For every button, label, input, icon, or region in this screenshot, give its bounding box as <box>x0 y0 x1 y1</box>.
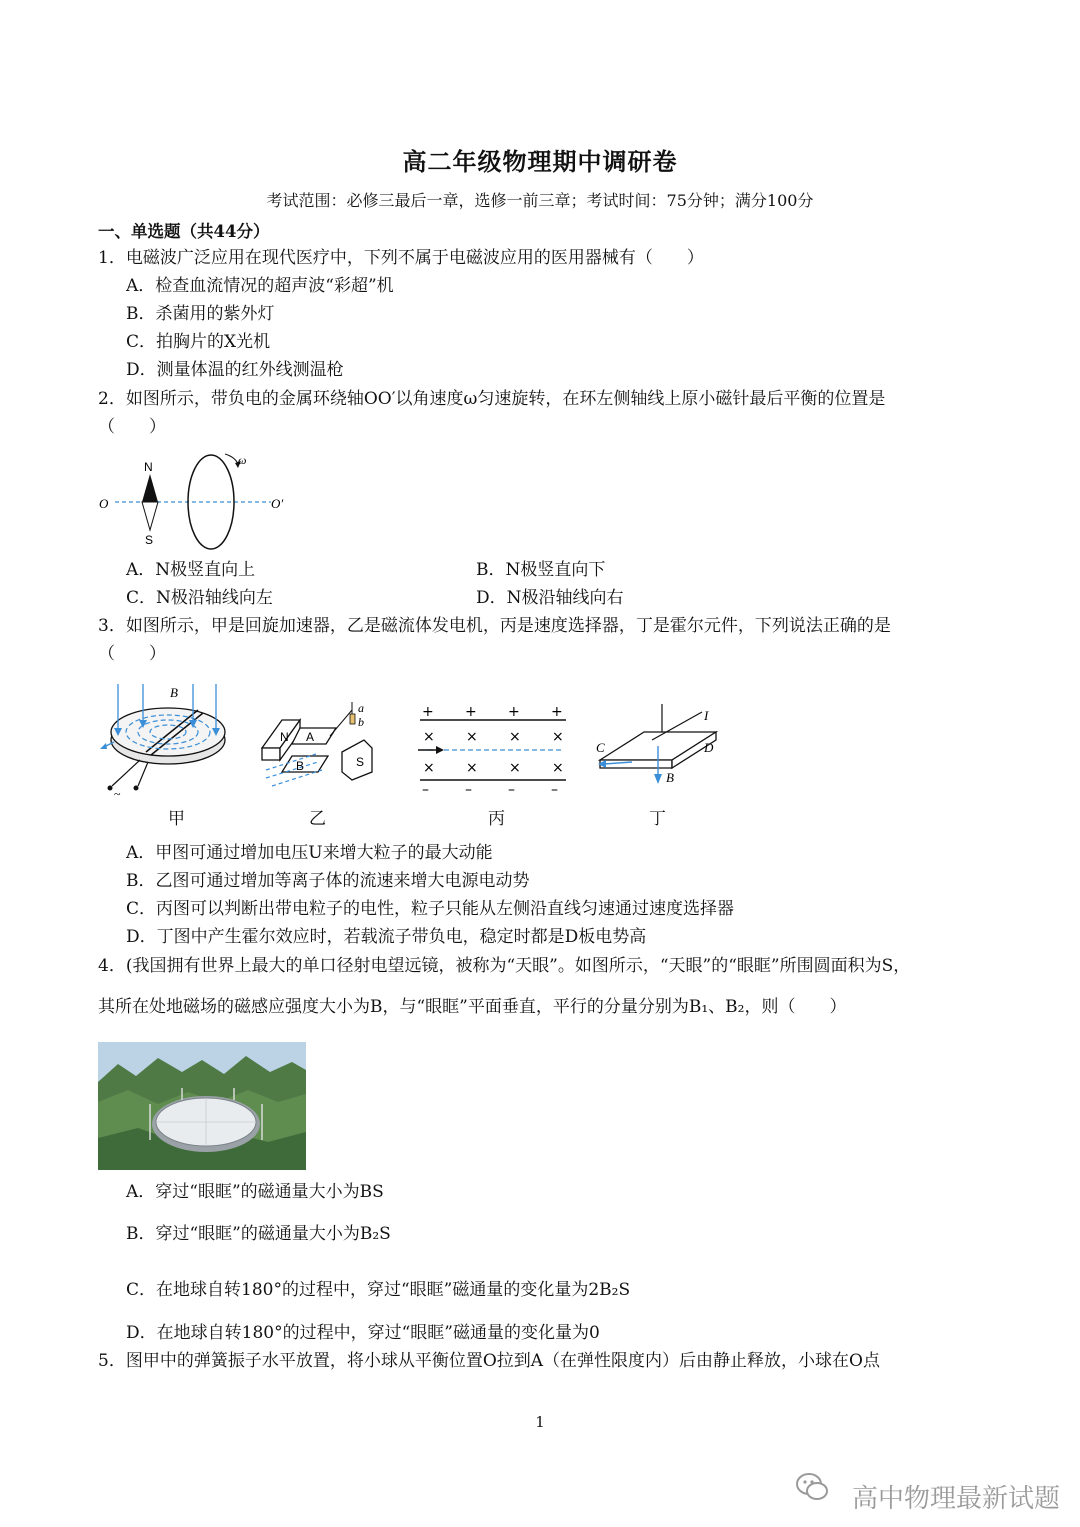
mhd-generator-figure <box>256 700 386 792</box>
label-b: B <box>666 770 674 785</box>
cyclotron-figure <box>98 682 238 800</box>
label-d: D <box>704 740 714 755</box>
label-n: N <box>280 730 289 744</box>
label-omega: ω <box>238 453 247 467</box>
question-2-stem: 2．如图所示，带负电的金属环绕轴OO′以角速度ω匀速旋转，在环左侧轴线上原小磁针最后平衡的位置是 <box>98 389 886 409</box>
figure-caption-jia: 甲 <box>168 809 185 829</box>
section-heading: 一、单选题（共44分） <box>98 222 270 241</box>
label-n: N <box>144 460 153 474</box>
q4-option-a: A．穿过“眼眶”的磁通量大小为BS <box>126 1182 384 1202</box>
question-4-stem-line2: 其所在处地磁场的磁感应强度大小为B，与“眼眶”平面垂直，平行的分量分别为B₁、B₂，则（ ） <box>98 997 847 1017</box>
question-3-stem: 3．如图所示，甲是回旋加速器，乙是磁流体发电机，丙是速度选择器，丁是霍尔元件，下列说法正确的是 <box>98 616 891 636</box>
minus-sign: – <box>465 782 472 796</box>
label-s: S <box>145 533 154 547</box>
label-b: B <box>170 685 178 700</box>
label-c: C <box>596 740 605 755</box>
q3-option-c: C．丙图可以判断出带电粒子的电性，粒子只能从左侧沿直线匀速通过速度选择器 <box>126 899 735 919</box>
cross-mark: × <box>423 760 435 776</box>
q1-option-c: C．拍胸片的X光机 <box>126 332 271 352</box>
compass-south-half <box>142 502 158 530</box>
compass-north-half <box>142 474 158 502</box>
label-o: O <box>99 496 109 511</box>
figure-caption-ding: 丁 <box>649 809 666 829</box>
label-a: a <box>358 701 364 715</box>
q3-option-d: D．丁图中产生霍尔效应时，若载流子带负电，稳定时都是D板电势高 <box>126 927 647 947</box>
fast-telescope-photo <box>98 1042 306 1170</box>
q2-option-b: B．N极竖直向下 <box>476 560 606 580</box>
question-3-paren: （ ） <box>98 644 166 664</box>
q3-option-b: B．乙图可通过增加等离子体的流速来增大电源电动势 <box>126 871 530 891</box>
q2-option-d: D．N极沿轴线向右 <box>476 588 624 608</box>
cross-mark: × <box>466 760 478 776</box>
watermark-text: 高中物理最新试题 <box>851 1484 1060 1514</box>
q1-option-a: A．检查血流情况的超声波“彩超”机 <box>126 276 394 296</box>
label-s: S <box>356 755 365 769</box>
q4-option-c: C．在地球自转180°的过程中，穿过“眼眶”磁通量的变化量为2B₂S <box>126 1280 631 1300</box>
q1-option-b: B．杀菌用的紫外灯 <box>126 304 275 324</box>
question-4-stem-line1: 4．(我国拥有世界上最大的单口径射电望远镜，被称为“天眼”。如图所示，“天眼”的“眼眶”所围圆面积为S， <box>98 956 911 976</box>
cross-mark: × <box>552 729 564 745</box>
question-2-paren: （ ） <box>98 417 166 437</box>
question-1-stem: 1．电磁波广泛应用在现代医疗中，下列不属于电磁波应用的医用器械有（ ） <box>98 248 704 268</box>
figure-caption-yi: 乙 <box>309 809 326 829</box>
cross-mark: × <box>423 729 435 745</box>
cross-mark: × <box>466 729 478 745</box>
hall-element-figure <box>592 700 732 792</box>
q4-option-d: D．在地球自转180°的过程中，穿过“眼眶”磁通量的变化量为0 <box>126 1323 600 1343</box>
figure-caption-bing: 丙 <box>488 809 505 829</box>
label-b-plate: B <box>296 759 305 773</box>
wechat-icon <box>795 1470 829 1504</box>
cross-mark: × <box>509 760 521 776</box>
label-tilde: ~ <box>114 787 121 800</box>
minus-sign: – <box>422 782 429 796</box>
minus-sign: – <box>508 782 515 796</box>
question-5-stem: 5．图甲中的弹簧振子水平放置，将小球从平衡位置O拉到A（在弹性限度内）后由静止释放，小球在O点 <box>98 1351 880 1371</box>
page-number: 1 <box>535 1413 545 1431</box>
cross-mark: × <box>509 729 521 745</box>
particle-arrow-icon <box>436 746 444 754</box>
label-a-plate: A <box>306 730 315 744</box>
cross-mark: × <box>552 760 564 776</box>
q1-option-d: D．测量体温的红外线测温枪 <box>126 360 344 380</box>
label-b-small: b <box>358 715 364 729</box>
q4-option-b: B．穿过“眼眶”的磁通量大小为B₂S <box>126 1224 391 1244</box>
velocity-selector-figure <box>414 702 574 796</box>
q2-option-a: A．N极竖直向上 <box>126 560 256 580</box>
minus-sign: – <box>551 782 558 796</box>
label-o-prime: O′ <box>271 496 284 511</box>
exam-info: 考试范围：必修三最后一章，选修一前三章；考试时间：75分钟；满分100分 <box>266 191 814 210</box>
label-i: I <box>704 708 709 723</box>
q3-option-a: A．甲图可通过增加电压U来增大粒子的最大动能 <box>126 843 493 863</box>
plus-sign: + <box>465 704 477 720</box>
q2-option-c: C．N极沿轴线向左 <box>126 588 273 608</box>
ring-compass-figure <box>95 448 295 558</box>
plus-sign: + <box>508 704 520 720</box>
plus-sign: + <box>422 704 434 720</box>
plus-sign: + <box>551 704 563 720</box>
page-title: 高二年级物理期中调研卷 <box>402 147 678 176</box>
